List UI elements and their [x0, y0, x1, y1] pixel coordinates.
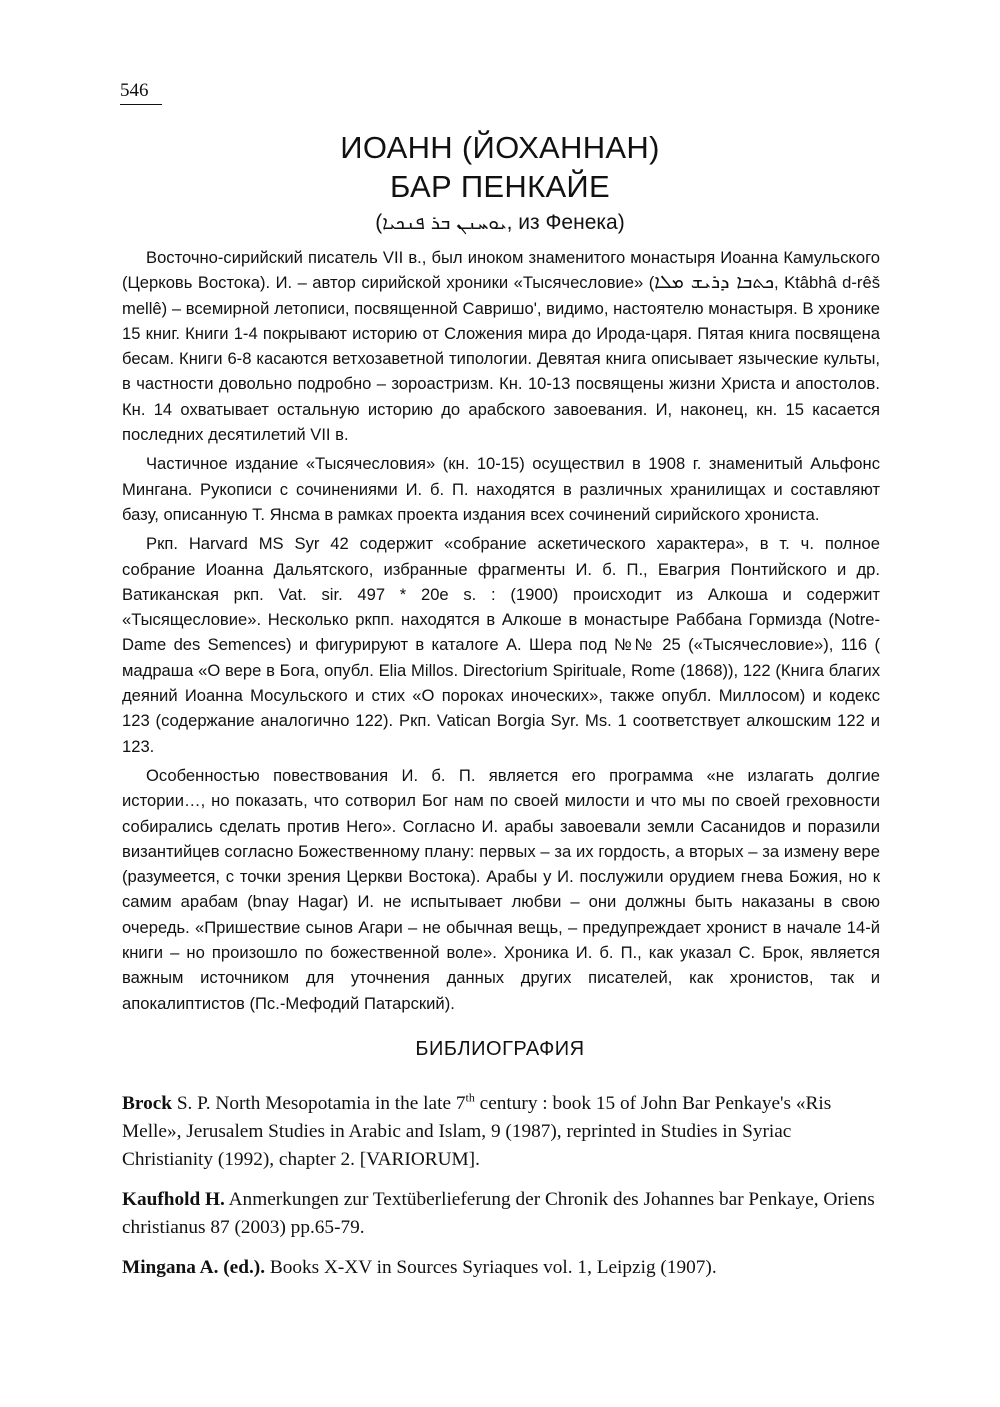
article-header [140, 128, 860, 238]
syriac-name: ܝܘܚܢܢ ܒܪ ܦܢܟܝܐ [382, 212, 507, 234]
paragraph-intro-part1: Восточно-сирийский писатель VII в., был иноком знаменитого монастыря Иоанна Камульского (Церковь Востока). И. – автор сирийской хроники «Тысячесловие» ( [122, 248, 880, 293]
bibliography-entry [122, 1254, 886, 1282]
bibliography-entry [122, 1186, 886, 1242]
page-number: 546 [120, 80, 162, 105]
paragraph-edition: Частичное издание «Тысячесловия» (кн. 10-15) осуществил в 1908 г. знаменитый Альфонс Мингана. Рукописи с сочинениями И. б. П. находятся в различных хранилищах и составляют базу, описанную Т. Янсма в рамках проекта издания всех сочинений сирийского хрониста. [122, 454, 880, 524]
bib-text: S. P. North Mesopotamia in the late 7 [172, 1093, 466, 1114]
bib-text: Books X-XV in Sources Syriaques vol. 1, Leipzig (1907). [265, 1257, 717, 1278]
bibliography-entry [122, 1090, 886, 1174]
paragraph-intro [122, 245, 880, 447]
bib-author: Brock [122, 1093, 172, 1114]
bibliography-list [122, 1090, 886, 1294]
article-body [122, 245, 880, 1020]
paragraph-program: Особенностью повествования И. б. П. является его программа «не излагать долгие истории…, но показать, что сотворил Бог нам по своей милости и что мы по своей греховности собирались сделать против Него». Согласно И. арабы завоевали земли Сасанидов и поразили византийцев согласно Божественному плану: первых – за их гордость, а вторых – за измену вере (разумеется, с точки зрения Церкви Востока). Арабы у И. послужили орудием гнева Божия, но к самим арабам (bnay Hagar) И. не испытывает любви – они должны быть наказаны в свою очередь. «Пришествие сынов Агари – не обычная вещь, – предупреждает хронист в начале 14-й книги – но произошло по божественной воле». Хроника И. б. П., как указал С. Брок, является важным источником для уточнения данных других писателей, как хронистов, так и апокалиптистов (Пс.-Мефодий Патарский). [122, 765, 880, 1013]
paragraph-intro-part2: , Ktâbhâ d-rêš mellê) – всемирной летописи, посвященной Савришо', видимо, настоятелю монастыря. В хронике 15 книг. Книги 1-4 покрывают историю от Сложения мира до Ирода-царя. Пятая книга посвящена бесам. Книги 6-8 касаются ветхозаветной типологии. Девятая книга описывает языческие культы, в частности довольно подробно – зороастризм. Кн. 10-13 посвящены жизни Христа и апостолов. Кн. 14 охватывает остальную историю до арабского завоевания. И, наконец, кн. 15 касается последних десятилетий VII в. [122, 273, 880, 445]
bib-author: Mingana A. (ed.). [122, 1257, 266, 1278]
article-subtitle [140, 208, 860, 238]
bibliography-heading: БИБЛИОГРАФИЯ [415, 1038, 585, 1060]
subtitle-rest: , из Фенека) [506, 211, 625, 234]
article-title-line1: ИОАНН (ЙОХАННАН) [340, 130, 660, 165]
subtitle-open-paren: ( [375, 211, 383, 234]
syriac-chronicle-title: ܟܬܒܐ ܕܪܝܫ ܡܠܐ [654, 271, 775, 294]
article-title-line2: БАР ПЕНКАЙЕ [390, 169, 610, 204]
bib-superscript: th [465, 1090, 475, 1105]
paragraph-manuscripts: Ркп. Harvard MS Syr 42 содержит «собрание аскетического характера», в т. ч. полное собрание Иоанна Дальятского, избранные фрагменты И. б. П., Евагрия Понтийского и др. Ватиканская ркп. Vat. sir. 497 * 20e s. : (1900) происходит из Алкоша и содержит «Тысящесловие». Несколько ркпп. находятся в Алкоше в монастыре Раббана Гормизда (Notre-Dame des Semences) и фигурируют в каталоге А. Шера под №№ 25 («Тысячесловие»), 116 ( мадраша «О вере в Бога, опубл. Elia Millos. Directorium Spirituale, Rome (1868)), 122 (Книга благих деяний Иоанна Мосульского и стих «О пороках иноческих», также опубл. Миллосом) и кодекс 123 (содержание аналогично 122). Ркп. Vatican Borgia Syr. Ms. 1 соответствует алкошским 122 и 123. [122, 534, 880, 756]
bib-text-cont: century : book 15 of John Bar Penkaye's «Ris Melle», Jerusalem Studies in Arabic and Islam, 9 (1987), reprinted in Studies in Syriac Christianity (1992), chapter 2. [VARIORUM]. [122, 1093, 832, 1170]
bib-author: Kaufhold H. [122, 1189, 225, 1210]
bib-text: Anmerkungen zur Textüberlieferung der Chronik des Johannes bar Penkaye, Oriens christianus 87 (2003) pp.65-79. [122, 1189, 875, 1238]
